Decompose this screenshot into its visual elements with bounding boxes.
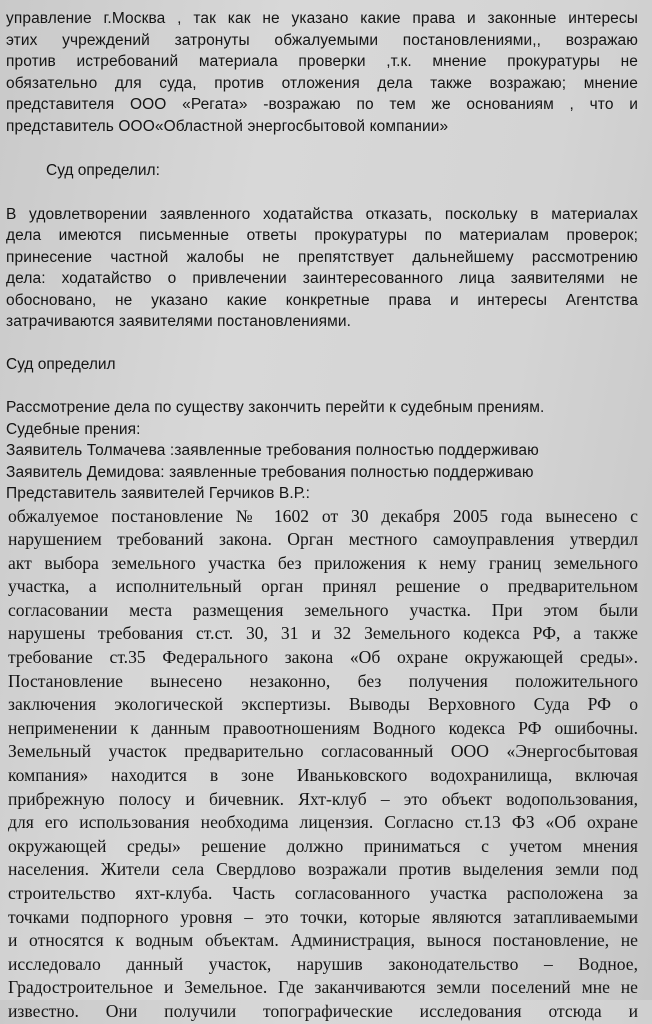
- text-line: требование ст.35 Федерального закона «Об охране окружающей среды».: [8, 647, 638, 668]
- paragraph-debates: [6, 397, 638, 505]
- text-line: населения. Жители села Свердлово возражали против выделения земли под: [8, 859, 638, 880]
- text-line: Представитель заявителей Герчиков В.Р.:: [6, 485, 311, 502]
- text-line: точками подпорного уровня – это точки, которые являются затапливаемыми: [8, 906, 638, 927]
- text-line: Земельный участок предварительно согласованный ООО «Энергосбытовая: [8, 741, 638, 762]
- text-line: Градостроительное и Земельное. Где заканчиваются земли поселений мне не: [8, 977, 638, 998]
- paragraph-petition-denied: [6, 204, 638, 333]
- text-line: согласовании места размещения земельного участка. При этом были: [8, 599, 638, 620]
- text-line: принесение частной жалобы не препятствует дальнейшему рассмотрению: [6, 248, 638, 266]
- text-line: Заявитель Демидова: заявленные требования полностью поддерживаю: [6, 463, 534, 481]
- text-line: Постановление вынесено незаконно, без получения положительного: [8, 670, 638, 691]
- text-line: известно. Они получили топографические исследования отсюда и: [8, 1000, 638, 1021]
- text-line: дела: ходатайство о привлечении заинтересованного лица заявителями не: [6, 270, 638, 287]
- paragraph-representative-speech: [6, 505, 638, 1024]
- text-line: затрачиваются заявителями постановлениями.: [6, 313, 352, 330]
- text-line: представитель ООО«Областной энергосбытовой компании»: [6, 117, 449, 135]
- text-line: В удовлетворении заявленного ходатайства отказать, поскольку в материалах: [6, 205, 638, 223]
- text-line: нарушением требований закона. Орган местного самоуправления утвердил: [8, 529, 638, 550]
- text-line: участка, а исполнительный орган принял решение о предварительном: [8, 576, 638, 597]
- text-line: Заявитель Толмачева :заявленные требования полностью поддерживаю: [6, 442, 539, 459]
- heading-court-decided: Суд определил:: [46, 162, 160, 179]
- text-line: исследовало данный участок, нарушив законодательство – Водное,: [8, 953, 638, 974]
- text-line: обязательно для суда, против отложения дела также возражаю; мнение: [6, 74, 638, 92]
- paragraph-objections: [6, 8, 638, 137]
- text-line: против истребований материала проверки ,т.к. мнение прокуратуры не: [6, 53, 638, 70]
- text-line: для его использования необходима лицензия. Согласно ст.13 ФЗ «Об охране: [8, 812, 638, 833]
- text-line: окружающей среды» решение должно приниматься с учетом мнения: [8, 835, 638, 856]
- text-line: управление г.Москва , так как не указано какие права и законные интересы: [6, 10, 638, 27]
- text-line: этих учреждений затронуты обжалуемыми постановлениями,, возражаю: [6, 31, 638, 49]
- text-line: обосновано, не указано какие конкретные права и интересы Агентства: [6, 291, 638, 309]
- text-line: неприменении к данным правоотношениям Водного кодекса РФ ошибочны.: [8, 717, 638, 738]
- text-line: акт выбора земельного участка без приложения к нему границ земельного: [8, 552, 638, 573]
- text-line: Судебные прения:: [6, 420, 141, 438]
- text-line: дела имеются письменные ответы прокуратуры по материалам проверок;: [6, 227, 638, 244]
- text-line: строительство яхт-клуба. Часть согласованного участка расположена за: [8, 883, 638, 903]
- text-line: Рассмотрение дела по существу закончить перейти к судебным прениям.: [6, 399, 545, 416]
- text-line: обжалуемое постановление № 1602 от 30 декабря 2005 года вынесено с: [8, 505, 638, 526]
- text-line: представителя ООО «Регата» -возражаю по тем же основаниям , что и: [6, 96, 638, 113]
- text-line: нарушены требования ст.ст. 30, 31 и 32 Земельного кодекса РФ, а также: [8, 623, 638, 644]
- text-line: прибрежную полосу и бичевник. Яхт-клуб – это объект водопользования,: [8, 788, 638, 809]
- text-line: компания» находится в зоне Иваньковского водохранилища, включая: [8, 765, 638, 786]
- heading-court-decided-2: Суд определил: [6, 355, 116, 373]
- text-line: и относятся к водным объектам. Администрация, вынося постановление, не: [8, 930, 638, 951]
- text-line: заключения экологической экспертизы. Выводы Верховного Суда РФ о: [8, 694, 638, 715]
